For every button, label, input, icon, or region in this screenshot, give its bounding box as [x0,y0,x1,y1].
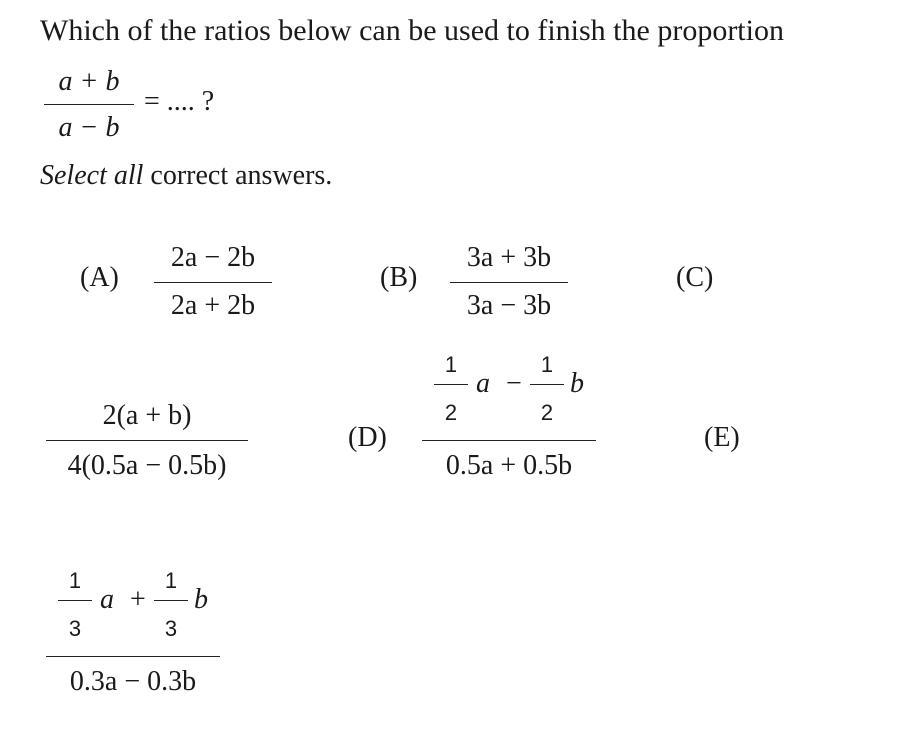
option-a-label[interactable]: (A) [80,262,119,293]
fraction-bar [434,384,468,385]
proportion-denominator: a − b [58,112,120,143]
option-e-third-1-den: 3 [68,616,82,641]
option-e-var-a: a [100,584,114,615]
fraction-bar [530,384,564,385]
option-d-half-1-den: 2 [444,400,458,425]
fraction-bar [46,656,220,657]
option-d-denominator: 0.5a + 0.5b [445,450,573,481]
option-d-half-2-den: 2 [540,400,554,425]
option-e-label[interactable]: (E) [704,422,740,453]
option-e-operator: + [130,584,146,615]
option-d-var-a: a [476,368,490,399]
option-d-var-b: b [570,368,584,399]
option-d-operator: − [506,368,522,399]
option-d-label[interactable]: (D) [348,422,387,453]
option-d-half-2-num: 1 [540,352,554,377]
proportion-numerator: a + b [58,66,120,97]
option-e-third-1 [58,566,92,646]
option-c-denominator: 4(0.5a − 0.5b) [67,450,227,481]
option-b-denominator: 3a − 3b [466,290,552,321]
option-a-fraction[interactable] [154,240,272,330]
option-d-half-1 [434,350,468,430]
instruction [40,160,332,192]
option-e-fraction[interactable] [46,566,220,706]
option-e-denominator: 0.3a − 0.3b [69,666,197,697]
fraction-bar [154,282,272,283]
fraction-bar [154,600,188,601]
option-d-numerator [430,350,590,434]
instruction-rest: correct answers. [143,160,333,191]
fraction-bar [450,282,568,283]
option-e-third-2-den: 3 [164,616,178,641]
fraction-bar [44,104,134,105]
option-d-half-2 [530,350,564,430]
option-b-fraction[interactable] [450,240,568,330]
option-b-label[interactable]: (B) [380,262,418,293]
option-e-third-2-num: 1 [164,568,178,593]
option-e-third-2 [154,566,188,646]
option-c-label[interactable]: (C) [676,262,714,293]
option-d-half-1-num: 1 [444,352,458,377]
proportion-tail: = .... ? [144,86,215,117]
fraction-bar [58,600,92,601]
option-a-denominator: 2a + 2b [170,290,256,321]
instruction-emphasis: Select all [40,160,144,191]
option-b-numerator: 3a + 3b [466,242,552,273]
option-a-numerator: 2a − 2b [170,242,256,273]
fraction-bar [422,440,596,441]
question-text: Which of the ratios below can be used to finish the proportion [40,14,784,47]
option-e-third-1-num: 1 [68,568,82,593]
fraction-bar [46,440,248,441]
proportion-fraction [44,64,134,150]
option-e-numerator [54,566,214,650]
option-d-fraction[interactable] [422,350,596,490]
option-c-fraction[interactable] [46,398,248,490]
option-e-var-b: b [194,584,208,615]
option-c-numerator: 2(a + b) [102,400,192,431]
